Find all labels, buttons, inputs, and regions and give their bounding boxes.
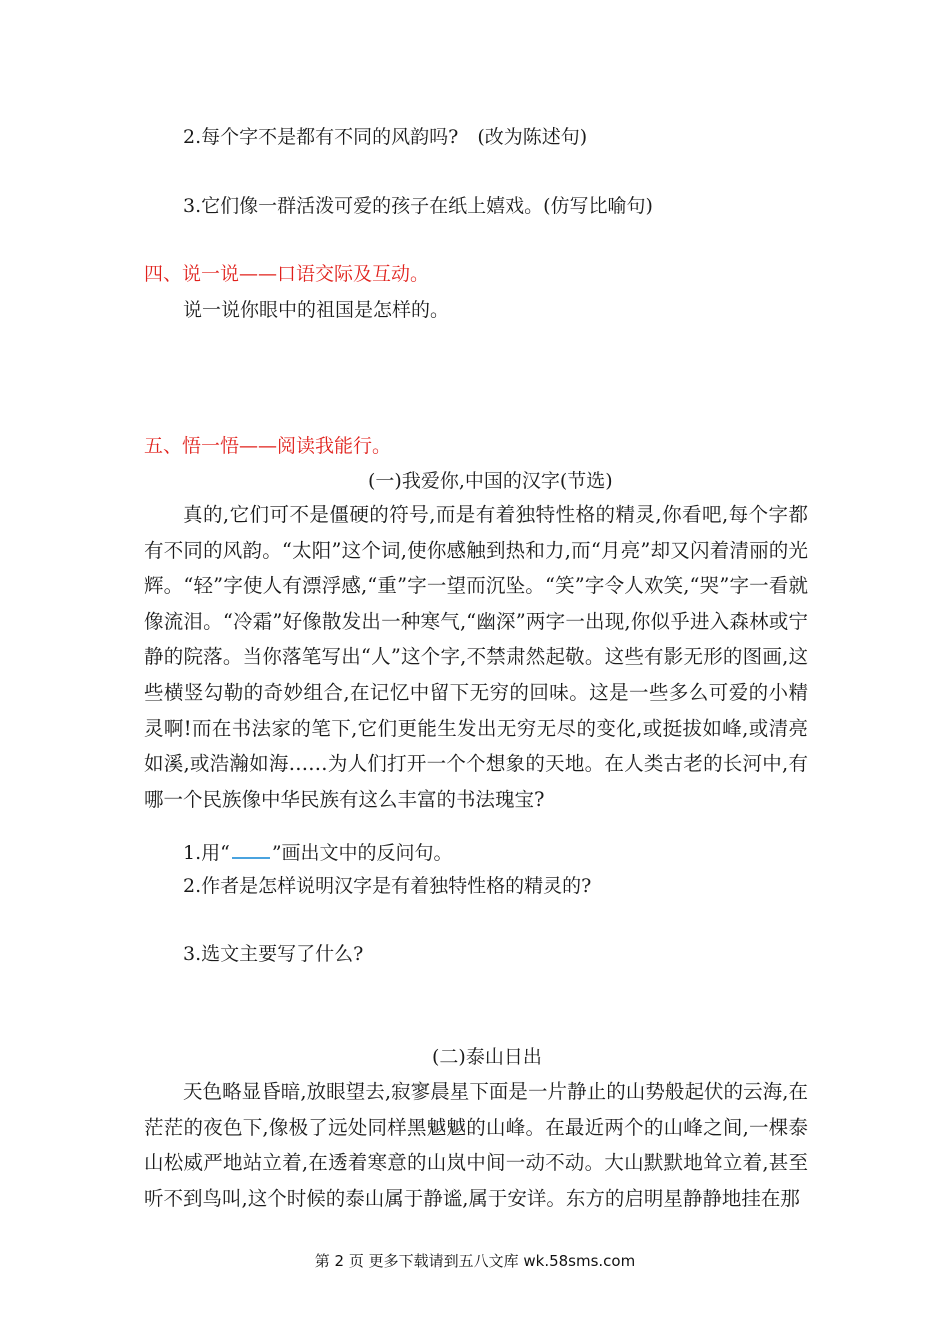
question-1	[183, 839, 453, 866]
passage1-title: (一)我爱你,中国的汉字(节选)	[368, 470, 613, 492]
section4-prompt: 说一说你眼中的祖国是怎样的。	[183, 299, 450, 321]
question-3: 3.选文主要写了什么?	[183, 943, 364, 965]
passage2-title: (二)泰山日出	[432, 1046, 542, 1068]
section5-heading: 五、悟一悟——阅读我能行。	[144, 435, 392, 457]
answer-blank[interactable]	[232, 839, 270, 859]
passage2-text: 天色略显昏暗,放眼望去,寂寥晨星下面是一片静止的山势般起伏的云海,在茫茫的夜色下,像极了远处同样黑魆魆的山峰。在最近两个的山峰之间,一棵泰山松威严地站立着,在透着寒意的山岚中间一动不动。大山默默地耸立着,甚至听不到鸟叫,这个时候的泰山属于静谧,属于安详。东方的启明星静静地挂在那	[144, 1080, 808, 1210]
section3-item-2: 2.每个字不是都有不同的风韵吗? (改为陈述句)	[183, 126, 588, 148]
section3-item-3: 3.它们像一群活泼可爱的孩子在纸上嬉戏。(仿写比喻句)	[183, 195, 653, 217]
question-1-after: ”画出文中的反问句。	[271, 842, 453, 864]
question-2: 2.作者是怎样说明汉字是有着独特性格的精灵的?	[183, 875, 592, 897]
page-footer: 第 2 页 更多下载请到五八文库 wk.58sms.com	[314, 1252, 636, 1270]
section4-heading: 四、说一说——口语交际及互动。	[144, 263, 430, 285]
question-1-before: 1.用“	[183, 842, 230, 864]
passage1-text: 真的,它们可不是僵硬的符号,而是有着独特性格的精灵,你看吧,每个字都有不同的风韵。“太阳”这个词,使你感触到热和力,而“月亮”却又闪着清丽的光辉。“轻”字使人有漂浮感,“重”字一望而沉坠。“笑”字令人欢笑,“哭”字一看就像流泪。“冷霜”好像散发出一种寒气,“幽深”两字一出现,你似乎进入森林或宁静的院落。当你落笔写出“人”这个字,不禁肃然起敬。这些有影无形的图画,这些横竖勾勒的奇妙组合,在记忆中留下无穷的回味。这是一些多么可爱的小精灵啊!而在书法家的笔下,它们更能生发出无穷无尽的变化,或挺拔如峰,或清亮如溪,或浩瀚如海……为人们打开一个个想象的天地。在人类古老的长河中,有哪一个民族像中华民族有这么丰富的书法瑰宝?	[144, 503, 808, 811]
